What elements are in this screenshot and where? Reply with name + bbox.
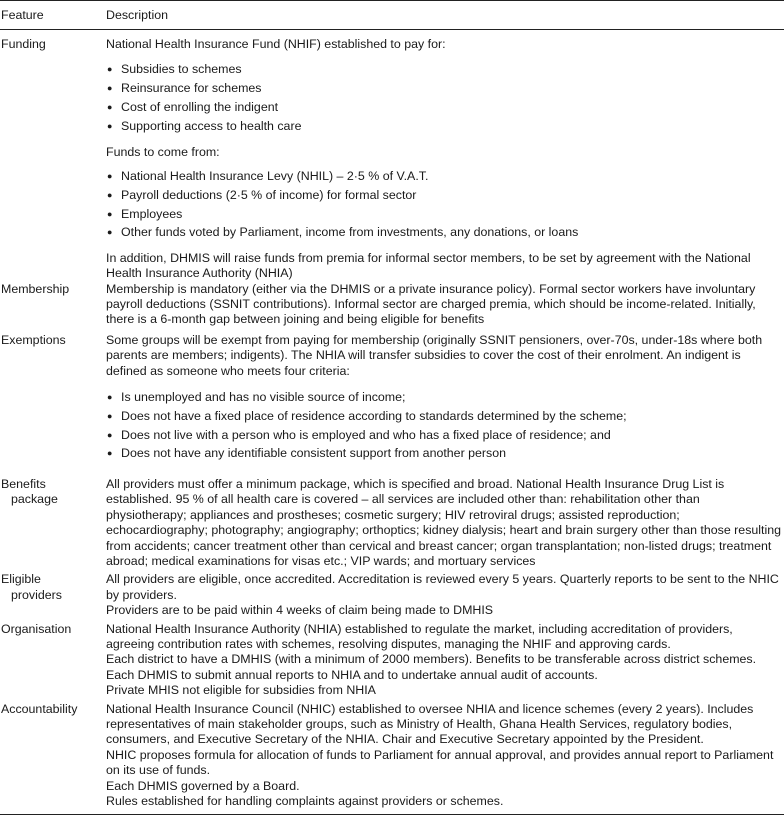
funding-addition: In addition, DHMIS will raise funds from premia for informal sector members, to be set by agreement with the National Health Insurance Authority (NHIA): [106, 250, 751, 281]
feature-providers-line1: Eligible: [1, 572, 41, 587]
funding-sources-list: [106, 169, 782, 241]
table-row-benefits: [0, 465, 784, 569]
table-row-providers: [0, 569, 784, 618]
membership-text: Membership is mandatory (either via the DHMIS or a private insurance policy). Formal sector workers have involuntary payroll deductions (SSNIT contributions). Informal sector are charged premia, which should be income-related. Initially, there is a 6-month gap between joining and being eligible for benefits: [106, 281, 756, 327]
list-item: ● Reinsurance for schemes: [106, 81, 782, 96]
indigent-criteria-list: [106, 390, 782, 462]
table-row-membership: [0, 282, 784, 328]
table-row-organisation: [0, 619, 784, 699]
table-row-exemptions: [0, 328, 784, 462]
list-item: ● Does not live with a person who is employed and who has a fixed place of residence; and: [106, 428, 782, 443]
feature-providers-line2: providers: [11, 587, 62, 602]
list-item: ● Employees: [106, 207, 782, 222]
funding-uses-list: [106, 62, 782, 134]
header-description: Description: [106, 8, 168, 22]
organisation-text-2: Each district to have a DMHIS (with a minimum of 2000 members). Benefits to be transferable across district schemes. Each DHMIS to submit annual reports to NHIA and to undertake annual audit of accounts.: [106, 652, 757, 682]
feature-eligible-providers: [1, 572, 101, 603]
feature-benefits-package: [1, 477, 101, 508]
accountability-text-4: Rules established for handling complaints against providers or schemes.: [106, 794, 504, 809]
providers-text-2: Providers are to be paid within 4 weeks of claim being made to DMHIS: [106, 603, 494, 618]
list-item: ● Other funds voted by Parliament, income from investments, any donations, or loans: [106, 225, 782, 240]
providers-text-1: All providers are eligible, once accredited. Accreditation is reviewed every 5 years. Quarterly reports to be sent to the NHIC by providers.: [106, 572, 779, 602]
accountability-text-2: NHIC proposes formula for allocation of funds to Parliament for annual approval, and provides annual report to Parliament on its use of funds.: [106, 747, 774, 778]
funding-intro: National Health Insurance Fund (NHIF) established to pay for:: [106, 37, 446, 51]
feature-accountability: Accountability: [1, 701, 78, 716]
table-header-row: [0, 1, 784, 29]
list-item: ● Does not have a fixed place of residence according to standards determined by the scheme;: [106, 409, 782, 424]
feature-membership: Membership: [1, 281, 70, 296]
feature-organisation: Organisation: [1, 621, 72, 636]
table-row-funding: [0, 30, 784, 282]
list-item: ● Cost of enrolling the indigent: [106, 100, 782, 115]
funding-sources-intro: Funds to come from:: [106, 144, 220, 159]
feature-benefits-line1: Benefits: [1, 476, 46, 491]
accountability-text-3: Each DHMIS governed by a Board.: [106, 778, 300, 793]
organisation-text-1: National Health Insurance Authority (NHIA) established to regulate the market, including accreditation of providers, agreeing contribution rates with schemes, resolving disputes, managing the NHIF and approving cards.: [106, 621, 733, 651]
accountability-text-1: National Health Insurance Council (NHIC) established to oversee NHIA and licence schemes (every 2 years). Includes representatives of main stakeholder groups, such as Ministry of Health, Ghana Health Services, regulatory bodies, consumers, and Executive Secretary of the NHIA. Chair and Executive Secretary appointed by the President.: [106, 701, 754, 747]
header-feature: Feature: [1, 8, 44, 22]
list-item: ● Is unemployed and has no visible source of income;: [106, 390, 782, 405]
list-item: ● National Health Insurance Levy (NHIL) – 2·5 % of V.A.T.: [106, 169, 782, 184]
feature-benefits-line2: package: [11, 492, 58, 507]
list-item: ● Supporting access to health care: [106, 119, 782, 134]
organisation-text-3: Private MHIS not eligible for subsidies from NHIA: [106, 683, 376, 698]
exemptions-text: Some groups will be exempt from paying for membership (originally SSNIT pensioners, over-70s, under-18s where both parents are members; indigents). The NHIA will transfer subsidies to cover the cost of their enrolment. An indigent is defined as someone who meets four criteria:: [106, 332, 763, 378]
list-item: ● Does not have any identifiable consistent support from another person: [106, 446, 782, 461]
benefits-text: All providers must offer a minimum package, which is specified and broad. National Health Insurance Drug List is established. 95 % of all health care is covered – all services are included other than: rehabilitation other than physiotherapy; appliances and prostheses; cosmetic surgery; HIV retroviral drugs; assisted reproduction; echocardiography; photography; angiography; orthoptics; kidney dialysis; heart and brain surgery other than those resulting from accidents; cancer treatment other than cervical and breast cancer; organ transplantation; non-listed drugs; treatment abroad; medical examinations for visas etc.; VIP wards; and mortuary services: [106, 476, 782, 568]
table-row-accountability: [0, 699, 784, 810]
list-item: ● Payroll deductions (2·5 % of income) for formal sector: [106, 188, 782, 203]
feature-exemptions: Exemptions: [1, 332, 66, 347]
feature-funding: Funding: [1, 37, 46, 51]
list-item: ● Subsidies to schemes: [106, 62, 782, 77]
